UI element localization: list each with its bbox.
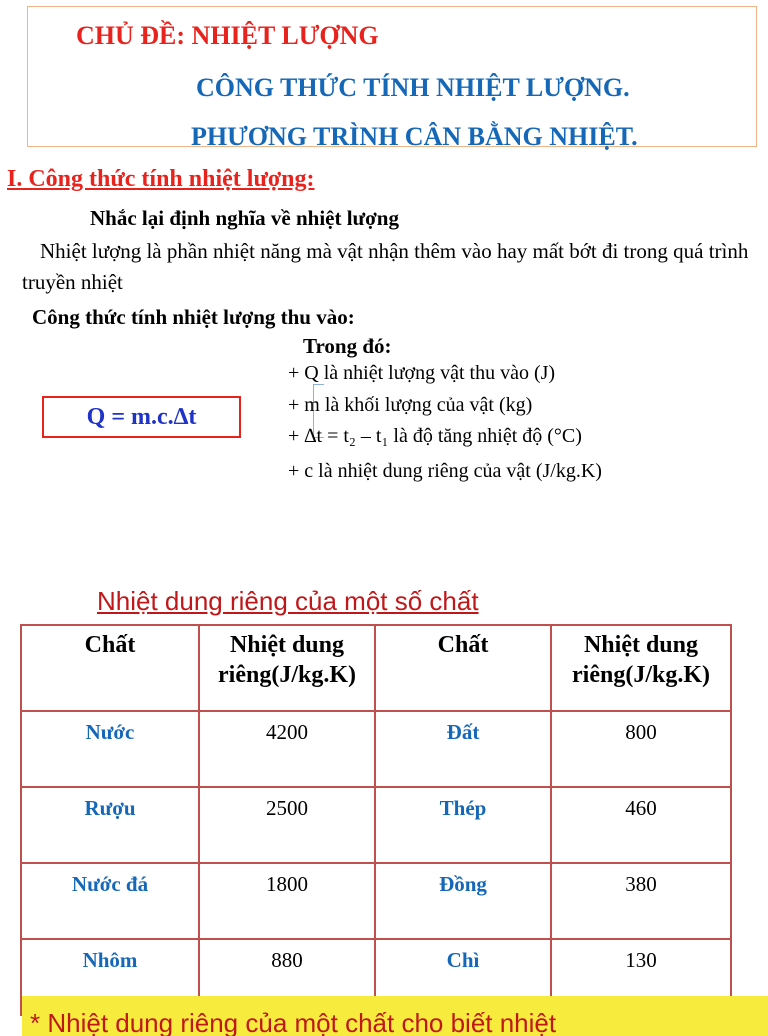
where-label: Trong đó:	[303, 334, 392, 358]
header-substance-2: Chất	[375, 625, 551, 711]
header-heat-1: Nhiệt dung riêng(J/kg.K)	[199, 625, 375, 711]
table-title: Nhiệt dung riêng của một số chất	[97, 586, 479, 616]
explanation-c: + c là nhiệt dung riêng của vật (J/kg.K)	[288, 460, 602, 482]
table-header-row	[21, 625, 731, 711]
topic-title: CHỦ ĐỀ: NHIỆT LƯỢNG	[76, 21, 379, 50]
table-row	[21, 787, 731, 863]
value-cell: 2500	[199, 787, 375, 863]
table-row	[21, 711, 731, 787]
value-cell: 130	[551, 939, 731, 1015]
explanation-dt: + ∆t = t₂ – t₁ là độ tăng nhiệt độ (°C)	[288, 425, 582, 447]
value-cell: 1800	[199, 863, 375, 939]
substance-cell: Nhôm	[21, 939, 199, 1015]
title-box	[27, 6, 757, 151]
explanation-m: + m là khối lượng của vật (kg)	[288, 394, 533, 416]
formula-box: Q = m.c.∆t	[42, 396, 241, 438]
table-row	[21, 863, 731, 939]
substance-cell: Chì	[375, 939, 551, 1015]
substance-cell: Đất	[375, 711, 551, 787]
section-heading: I. Công thức tính nhiệt lượng:	[7, 166, 315, 192]
value-cell: 380	[551, 863, 731, 939]
substance-cell: Nước đá	[21, 863, 199, 939]
footer-note: * Nhiệt dung riêng của một chất cho biết nhiệt	[22, 996, 768, 1036]
substance-cell: Nước	[21, 711, 199, 787]
value-cell: 880	[199, 939, 375, 1015]
header-substance-1: Chất	[21, 625, 199, 711]
subtitle-formula: CÔNG THỨC TÍNH NHIỆT LƯỢNG.	[196, 73, 630, 102]
value-cell: 4200	[199, 711, 375, 787]
value-cell: 460	[551, 787, 731, 863]
formula-title: Công thức tính nhiệt lượng thu vào:	[32, 305, 355, 329]
specific-heat-table	[20, 624, 732, 1016]
explanation-q: + Q là nhiệt lượng vật thu vào (J)	[288, 362, 556, 384]
substance-cell: Thép	[375, 787, 551, 863]
substance-cell: Đồng	[375, 863, 551, 939]
recall-title: Nhắc lại định nghĩa về nhiệt lượng	[90, 206, 399, 230]
definition-text: Nhiệt lượng là phần nhiệt năng mà vật nhận thêm vào hay mất bớt đi trong quá trình truyền nhiệt	[22, 239, 749, 294]
substance-cell: Rượu	[21, 787, 199, 863]
header-heat-2: Nhiệt dung riêng(J/kg.K)	[551, 625, 731, 711]
subtitle-equation: PHƯƠNG TRÌNH CÂN BẰNG NHIỆT.	[191, 122, 638, 151]
value-cell: 800	[551, 711, 731, 787]
